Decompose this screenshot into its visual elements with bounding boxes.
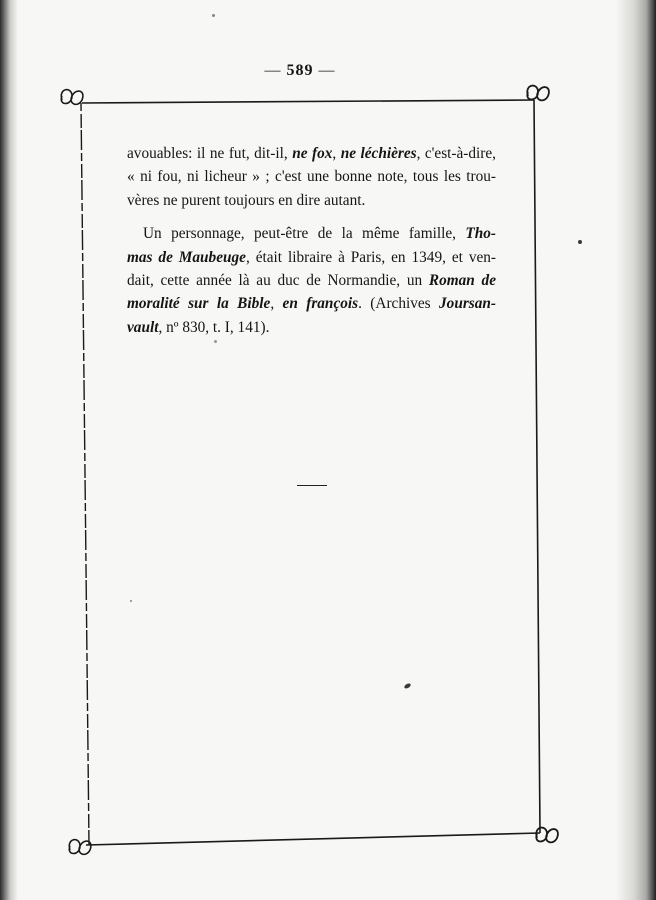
frame-right-line	[534, 100, 540, 833]
scan-speck	[130, 600, 132, 602]
paragraph-2	[127, 222, 496, 339]
text-run: vères ne purent toujours en dire autant.	[127, 191, 366, 209]
scan-speck	[214, 340, 217, 343]
frame-left-line	[81, 103, 89, 845]
paragraph-1-line-3	[127, 189, 496, 212]
text-run: avouables: il ne fut, dit-il,	[127, 145, 293, 162]
text-run-italic: mas de Maubeuge	[127, 248, 246, 266]
text-run: , nº 830, t. I, 141).	[158, 318, 270, 336]
page-number-value: 589	[286, 62, 314, 79]
text-run-italic: ne léchières	[340, 145, 417, 162]
text-run: , était libraire à Paris, en 1349, et ven-	[245, 248, 496, 266]
text-run-italic: moralité sur la Bible	[127, 295, 271, 313]
text-body	[127, 142, 496, 339]
paragraph-1-line-1	[127, 142, 496, 165]
text-run-italic: en françois	[282, 295, 359, 313]
text-run: . (Archives	[358, 295, 440, 313]
text-run-italic: Joursan-	[439, 295, 496, 313]
paragraph-2-line-1	[127, 222, 496, 245]
page-number-dash-right: —	[318, 62, 336, 79]
paragraph-1-line-2	[127, 165, 496, 188]
text-run: Un personnage, peut-être de la même famille,	[143, 225, 466, 243]
ornament-bottom-left-icon	[69, 840, 91, 855]
text-run: ,	[332, 145, 341, 162]
text-run-italic: vault	[127, 318, 159, 336]
end-of-section-rule	[297, 485, 327, 486]
paragraph-2-line-2	[127, 246, 496, 269]
frame-top-line	[82, 100, 534, 103]
text-run-italic: Roman de	[428, 272, 496, 290]
paragraph-2-line-3	[127, 269, 496, 292]
text-run-italic: ne fox	[292, 145, 333, 162]
text-run: ,	[270, 295, 283, 313]
ornament-top-left-icon	[61, 90, 83, 105]
paragraph-2-line-5	[127, 316, 496, 339]
text-run: dait, cette année là au duc de Normandie, un	[127, 272, 429, 290]
text-run: « ni fou, ni licheur » ; c'est une bonne note, tous les trou-	[127, 168, 496, 186]
frame-bottom-line	[86, 833, 540, 845]
scan-speck	[578, 240, 582, 244]
page-number-dash-left: —	[264, 62, 282, 79]
paragraph-1	[127, 142, 496, 212]
scan-speck	[212, 14, 215, 17]
ornament-top-right-icon	[527, 86, 549, 101]
text-run: , c'est-à-dire,	[416, 145, 496, 162]
paragraph-2-line-4	[127, 292, 496, 315]
text-run-italic: Tho-	[465, 225, 496, 243]
